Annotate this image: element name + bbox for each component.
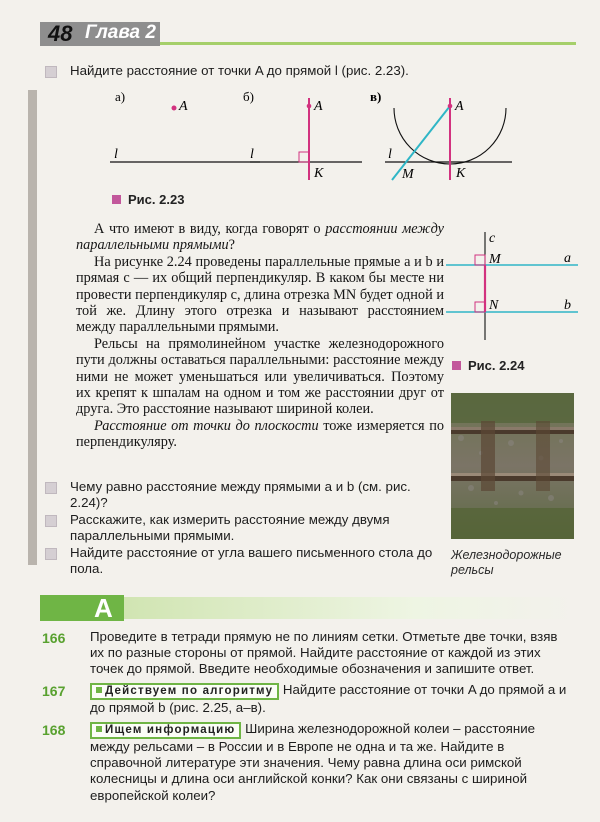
task-tag [90,722,241,739]
page-header [40,22,576,46]
task-tag [90,683,279,700]
photo-caption: Железнодорожные рельсы [451,548,562,577]
header-rule [160,42,576,45]
figure-2-24-marker [452,361,461,370]
question-top: Найдите расстояние от точки A до прямой l (рис. 2.23). [70,63,409,78]
margin-bar [28,90,37,565]
label-N: N [489,298,499,313]
task-167-text: Найдите расстояние от точки A до прямой a и до прямой b (рис. 2.25, а–в). [90,682,567,715]
paragraph-2: На рисунке 2.24 проведены параллельные прямые a и b и прямая c — их общий перпендикуляр. В каком бы месте ни провести перпендикуляр c, длина отрезка MN будет одной и той же. Длину этого отрезка и называют расстоянием между параллельными прямыми. [76,253,444,336]
railway-photo [451,393,574,539]
label-A-panel-b: A [314,99,323,114]
railway-photo-image [451,393,574,539]
task-tag-label: Ищем информацию [105,724,236,736]
label-M-panel-c: M [402,167,414,182]
task-167 [90,682,574,716]
label-A-panel-c: A [455,99,464,114]
question-bullet-icon [45,515,57,527]
panel-c-label: в) [370,89,382,104]
oblique-line-panel-c [392,106,450,180]
question-bullet-icon [45,66,57,78]
paragraph-4: Расстояние от точки до плоскости тоже измеряется по перпендикуляру. [76,417,444,451]
section-a-header [40,593,576,623]
task-number: 166 [42,630,66,646]
panel-a-label: а) [115,89,126,104]
task-168 [90,721,574,804]
question-bullet-icon [45,482,57,494]
label-K-panel-b: K [314,166,324,181]
label-K-panel-c: K [456,166,466,181]
main-text [76,221,444,451]
question-3: Найдите расстояние от угла вашего письменного стола до пола. [70,545,433,576]
paragraph-1: А что имеют в виду, когда говорят о расстоянии между параллельными прямыми? [76,221,444,254]
question-bullet-icon [45,548,57,560]
task-number: 168 [42,722,66,738]
tag-dot-icon [96,726,102,732]
question-1: Чему равно расстояние между прямыми a и b (см. рис. 2.24)? [70,479,411,510]
task-tag-label: Действуем по алгоритму [105,685,274,697]
label-l-panel-b: l [250,147,254,162]
label-a: a [564,251,571,266]
question-2: Расскажите, как измерить расстояние между двумя параллельными прямыми. [70,512,390,543]
task-166-text: Проведите в тетради прямую не по линиям сетки. Отметьте две точки, взяв их по разные стороны от прямой. Найдите расстояние от каждой из этих точек до прямой. Введите необходимые обозначения и запишите ответ. [90,629,558,677]
figure-2-24-caption: Рис. 2.24 [468,358,525,373]
panel-b-label: б) [243,89,254,104]
page-number: 48 [48,21,73,46]
label-M: M [489,252,501,267]
figure-2-23-marker [112,195,121,204]
label-c: c [489,231,496,246]
label-A-panel-a: A [179,99,188,114]
point-a-panel-a [172,106,177,111]
paragraph-3: Рельсы на прямолинейном участке железнодорожного пути должны оставаться параллельными: расстояние между ними не может уменьшаться или увеличиваться. Поэтому их крепят к шпалам на одном и том же расстоянии друг от друга. Это расстояние называют шириной колеи. [76,335,444,418]
task-number: 167 [42,683,66,699]
right-angle-mark-M [475,255,485,265]
point-a-panel-c [448,104,453,109]
task-168-text: Ширина железнодорожной колеи – расстояние между рельсами – в России и в Европе не одна и та же. Найдите в справочной литературе эти значения. Чему равна длина оси римской колесницы и длина оси английской конки? Как они связаны с шириной европейской колеи? [90,721,536,803]
figure-2-24 [442,228,582,348]
tag-dot-icon [96,687,102,693]
right-angle-mark-N [475,302,485,312]
label-l-panel-a: l [114,147,118,162]
chapter-title: Глава 2 [85,22,156,43]
label-l-panel-c: l [388,147,392,162]
point-a-panel-b [307,104,312,109]
figure-2-23 [100,86,520,186]
label-b: b [564,298,571,313]
right-angle-mark-b [299,152,309,162]
section-letter: А [94,593,113,623]
figure-2-23-caption: Рис. 2.23 [128,192,185,207]
